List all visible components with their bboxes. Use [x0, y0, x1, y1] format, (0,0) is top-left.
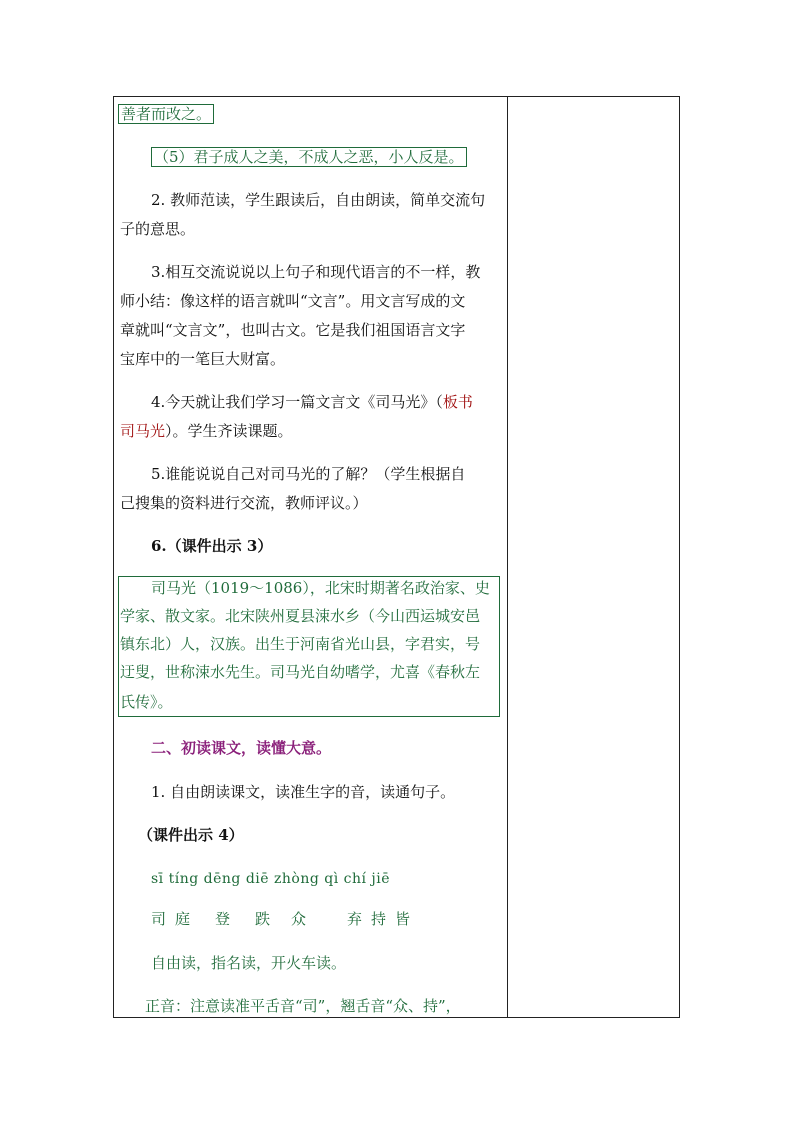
info-line: 迂叟，世称涑水先生。司马光自幼嗜学，尤喜《春秋左: [120, 663, 481, 681]
board-note: 板书: [442, 393, 473, 411]
text-line: 1. 自由朗读课文，读准生字的音，读通句子。: [151, 783, 456, 801]
text-line: [151, 392, 473, 412]
text-line: 正音：注意读准平舌音“司”，翘舌音“众、持”，: [145, 997, 461, 1015]
text-line: 章就叫“文言文”，也叫古文。它是我们祖国语言文字: [120, 321, 466, 339]
character: 登: [215, 910, 231, 928]
info-line: 学家、散文家。北宋陕州夏县涑水乡（今山西运城安邑: [120, 607, 481, 625]
info-line: 司马光（1019～1086），北宋时期著名政治家、史: [151, 579, 490, 597]
section-heading: 二、初读课文，读懂大意。: [151, 739, 332, 757]
quote-box-5: （5）君子成人之美，不成人之恶，小人反是。: [151, 147, 467, 167]
text-line: 宝库中的一笔巨大财富。: [120, 350, 286, 368]
text-line: 5.谁能说说自己对司马光的了解？（学生根据自: [151, 465, 466, 483]
text-line: [120, 421, 293, 441]
text-line: [118, 104, 214, 124]
text-line: 自由读，指名读，开火车读。: [151, 954, 347, 972]
text-line: 3.相互交流说说以上句子和现代语言的不一样，教: [151, 263, 481, 281]
text-line: 己搜集的资料进行交流，教师评议。）: [120, 494, 368, 512]
text-line: 子的意思。: [120, 220, 196, 238]
text-line: 6.（课件出示 3）: [151, 537, 273, 555]
info-line: 氏传》。: [120, 693, 173, 711]
character: 弃: [347, 910, 363, 928]
character: 皆: [395, 910, 411, 928]
pinyin-line: sī tíng dēng diē zhòng qì chí jiē: [151, 871, 391, 887]
text-line: 2. 教师范读，学生跟读后，自由朗读，简单交流句: [151, 191, 486, 209]
quote-box-4-end: 善者而改之。: [118, 104, 214, 124]
character: 庭: [175, 910, 191, 928]
text-segment: 4.今天就让我们学习一篇文言文《司马光》（: [151, 393, 443, 411]
column-divider: [507, 96, 508, 1018]
board-note: 司马光: [120, 422, 166, 440]
text-line: [151, 147, 467, 167]
character: 司: [151, 910, 167, 928]
character: 跌: [255, 910, 271, 928]
text-segment: ）。学生齐读课题。: [165, 422, 293, 440]
text-line: （课件出示 4）: [138, 826, 244, 844]
text-line: 师小结：像这样的语言就叫“文言”。用文言写成的文: [120, 292, 466, 310]
info-line: 镇东北）人，汉族。出生于河南省光山县，字君实，号: [120, 635, 481, 653]
character: 众: [291, 910, 307, 928]
character: 持: [371, 910, 387, 928]
